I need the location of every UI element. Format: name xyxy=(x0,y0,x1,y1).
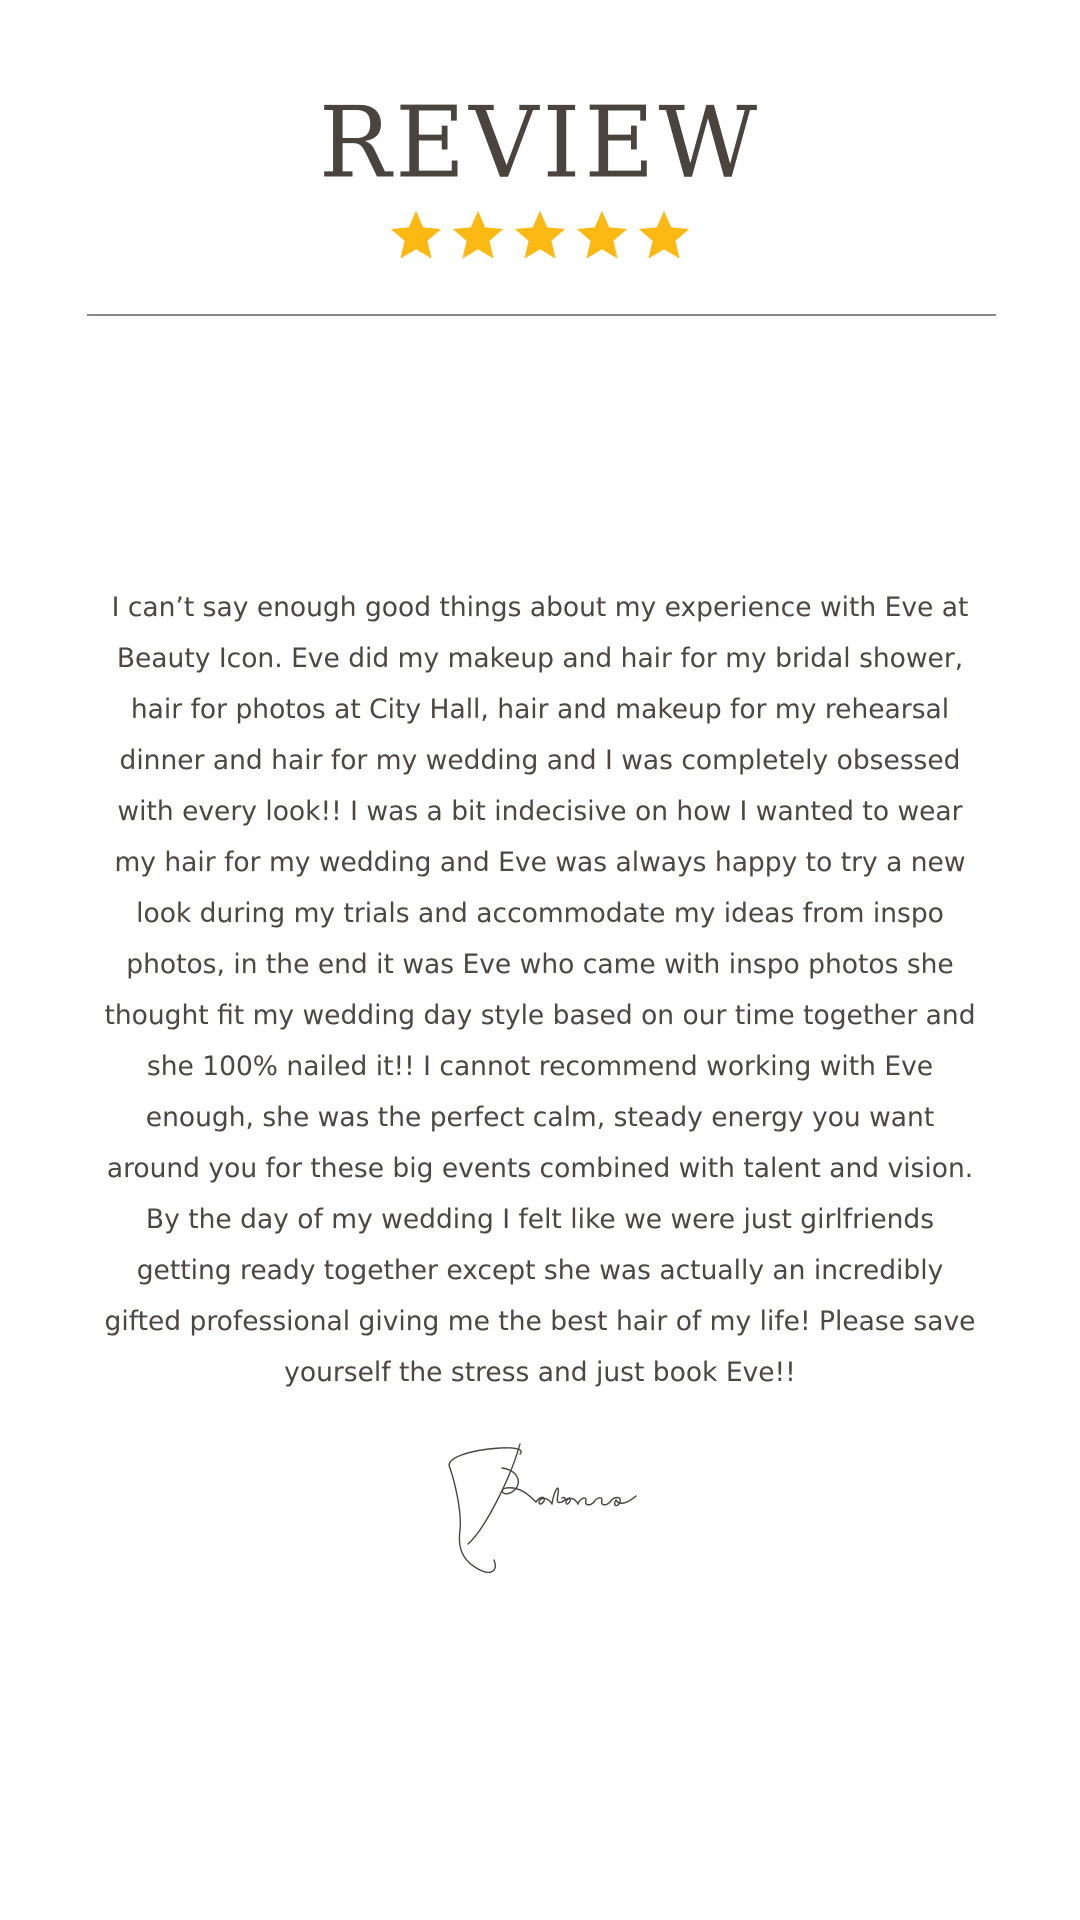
page-title: REVIEW xyxy=(318,85,762,201)
star-icon xyxy=(636,208,692,264)
star-icon xyxy=(512,208,568,264)
signature xyxy=(440,1420,660,1590)
star-icon xyxy=(574,208,630,264)
star-rating xyxy=(0,208,1080,264)
star-icon xyxy=(388,208,444,264)
review-text: I can’t say enough good things about my experience with Eve at Beauty Icon. Eve did my makeup and hair for my bridal shower, hair for photos at City Hall, hair and makeup for my rehearsal dinner and hair for my wedding and I was completely obsessed with every look!! I was a bit indecisive on how I wanted to wear my hair for my wedding and Eve was always happy to try a new look during my trials and accommodate my ideas from inspo photos, in the end it was Eve who came with inspo photos she thought fit my wedding day style based on our time together and she 100% nailed it!! I cannot recommend working with Eve enough, she was the perfect calm, steady energy you want around you for these big events combined with talent and vision. By the day of my wedding I felt like we were just girlfriends getting ready together except she was actually an incredibly gifted professional giving me the best hair of my life! Please save yourself the stress and just book Eve!! xyxy=(104,592,976,1388)
star-icon xyxy=(450,208,506,264)
divider xyxy=(87,314,996,316)
